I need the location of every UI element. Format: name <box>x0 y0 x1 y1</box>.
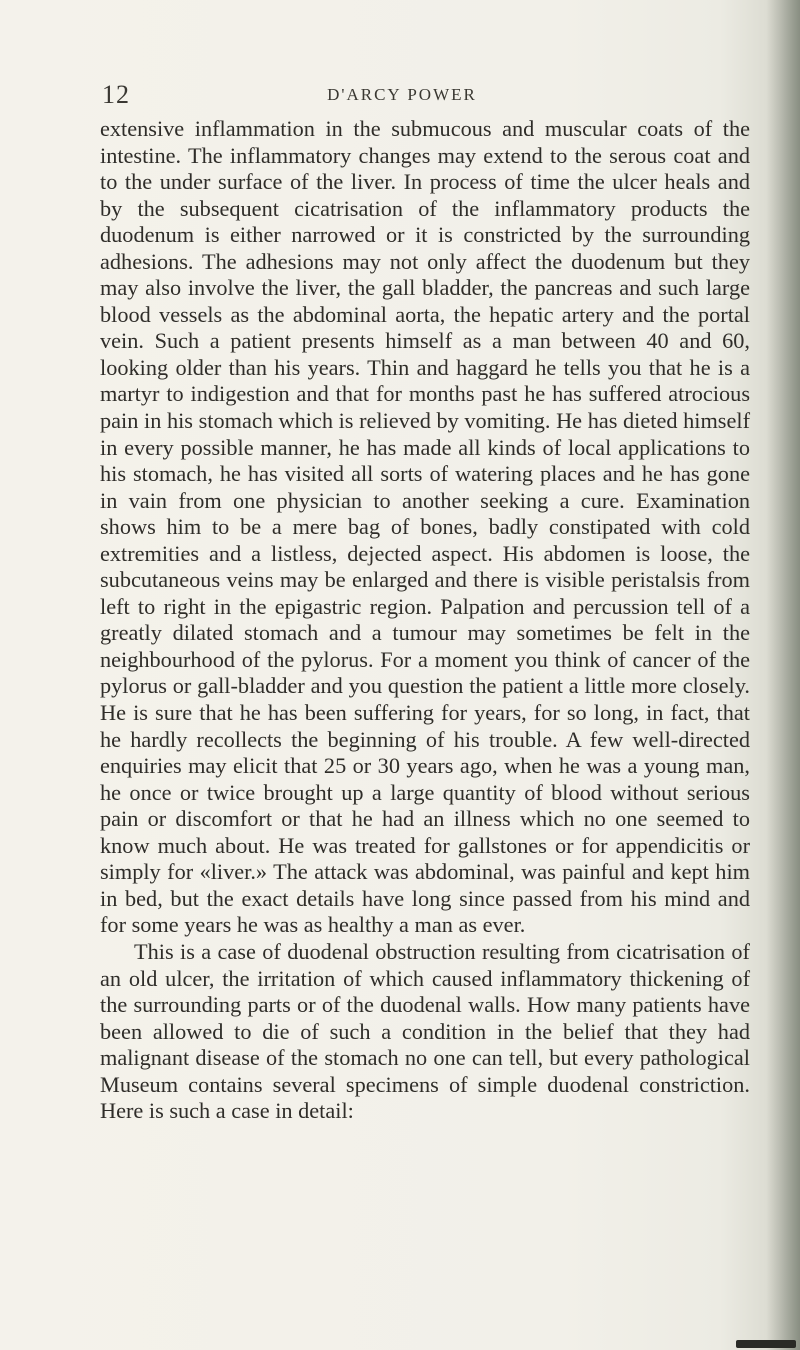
body-text <box>100 116 750 1125</box>
scan-edge-mark <box>736 1340 796 1348</box>
running-head-title: D'ARCY POWER <box>327 85 477 104</box>
page-edge-shadow <box>766 0 800 1350</box>
running-head <box>102 80 702 112</box>
paragraph-2: This is a case of duodenal obstruction resulting from cicatrisation of an old ulcer, the irritation of which caused inflammatory thickening of the surrounding parts or of the duodenal walls. How many patients have been allowed to die of such a condition in the belief that they had malignant disease of the stomach no one can tell, but every pathological Museum contains several specimens of simple duodenal constriction. Here is such a case in detail: <box>100 938 750 1124</box>
page-number: 12 <box>102 80 130 109</box>
paragraph-1: extensive inflammation in the submucous and muscular coats of the intestine. The inflammatory changes may extend to the serous coat and to the under surface of the liver. In process of time the ulcer heals and by the subsequent cicatrisation of the inflammatory products the duodenum is either narrowed or it is constricted by the surrounding adhesions. The adhesions may not only affect the duodenum but they may also involve the liver, the gall bladder, the pancreas and such large blood vessels as the abdominal aorta, the hepatic artery and the portal vein. Such a patient presents himself as a man between 40 and 60, looking older than his years. Thin and haggard he tells you that he is a martyr to indigestion and that for months past he has suffered atrocious pain in his stomach which is relieved by vomiting. He has dieted himself in every possible manner, he has made all kinds of local applications to his stomach, he has visited all sorts of watering places and he has gone in vain from one physician to another seeking a cure. Examination shows him to be a mere bag of bones, badly constipated with cold extremities and a listless, dejected aspect. His abdomen is loose, the subcutaneous veins may be enlarged and there is visible peristalsis from left to right in the epigastric region. Palpation and percussion tell of a greatly dilated stomach and a tumour may sometimes be felt in the neighbourhood of the pylorus. For a moment you think of cancer of the pylorus or gall-bladder and you question the patient a little more closely. He is sure that he has been suffering for years, for so long, in fact, that he hardly recollects the beginning of his trouble. A few well-directed enquiries may elicit that 25 or 30 years ago, when he was a young man, he once or twice brought up a large quantity of blood without serious pain or discomfort or that he had an illness which no one seemed to know much about. He was treated for gallstones or for appendicitis or simply for «liver.» The attack was abdominal, was painful and kept him in bed, but the exact details have long since passed from his mind and for some years he was as healthy a man as ever. <box>100 116 750 938</box>
